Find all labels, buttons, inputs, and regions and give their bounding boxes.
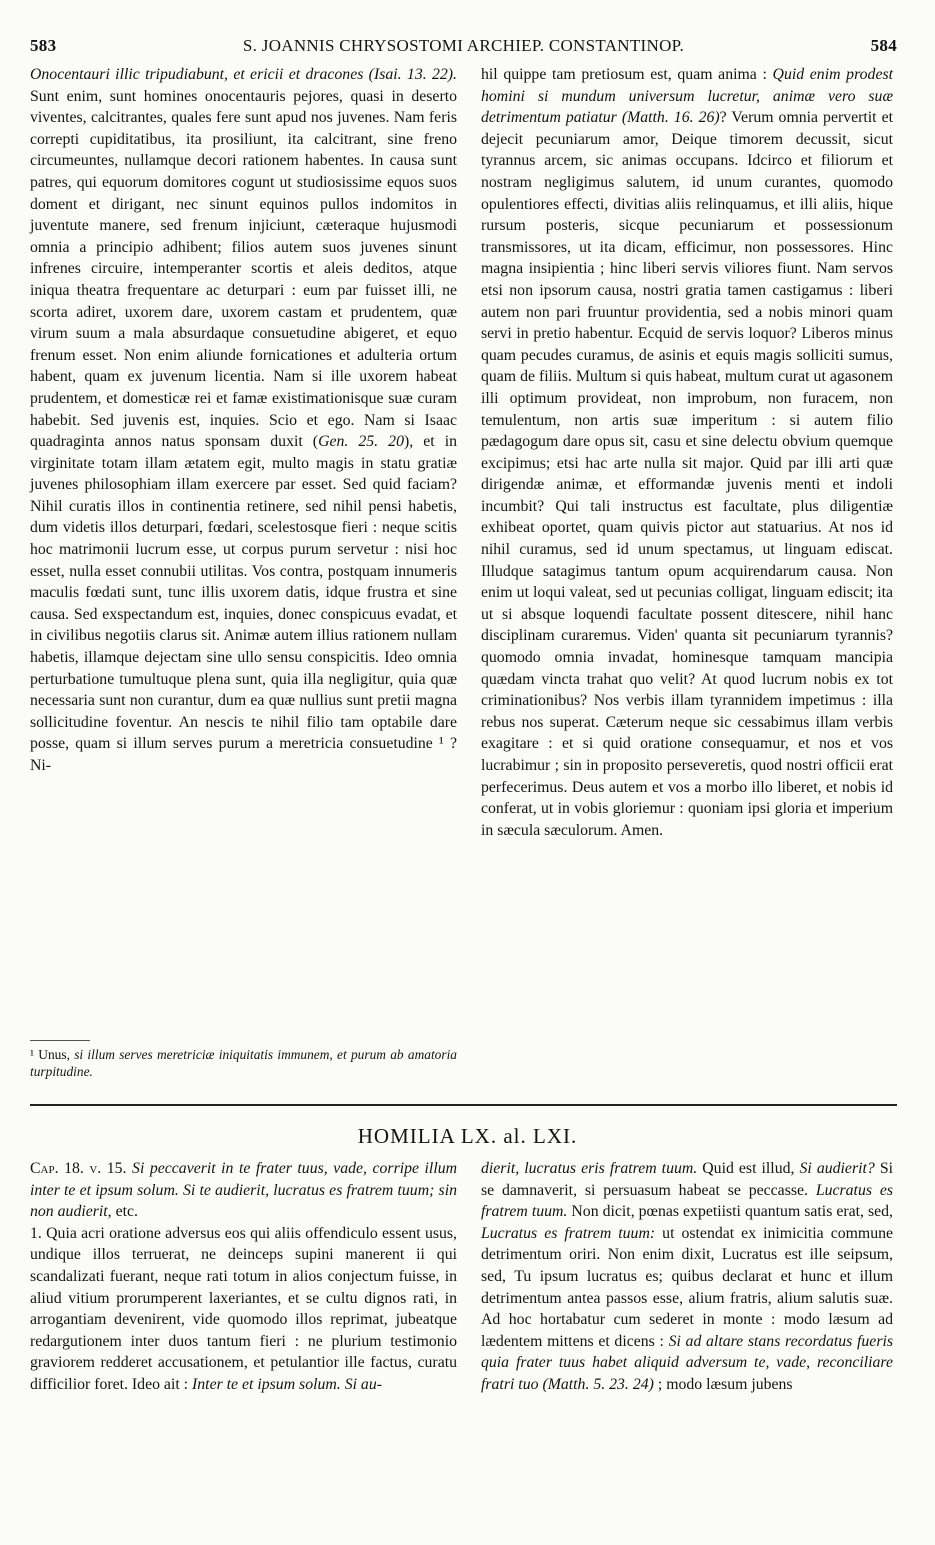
footnote [30,1046,457,1080]
left-column-lower [30,1158,457,1396]
scripture-quote: Si peccaverit in te frater tuus, vade, corripe illum inter te et ipsum solum. Si te audierit, lucratus es fratrem tuum; sin non audierit, [30,1160,458,1221]
body-text: 1. Quia acri oratione adversus eos qui aliis offendiculo essent usus, undique illos terruerat, ne deinceps supini manerent ii qui scandalizati fuerant, neque rati totum in alios conjectum fuisse, in aliud vitium prorumperent laxeriantes, et se cultu dignos rati, in arrogantiam devenirent, vide quomodo illos reprimat, jubeatque redargutionem inter duos tantum fieri : ne plurium testimonio graviorem redderet accusationem, et petulantior ille factus, curatu difficilior foret. Ideo ait : [30,1224,457,1393]
left-column-upper [30,64,457,777]
running-title: S. JOANNIS CHRYSOSTOMI ARCHIEP. CONSTANTINOP. [242,36,685,55]
paragraph [481,64,893,841]
scripture-quote: dierit, lucratus eris fratrem tuum. [481,1160,698,1177]
right-column-upper [481,64,893,841]
body-text: ? Verum omnia pervertit et dejecit pecuniarum amor, Deique timorem decussit, sicut tyrannus arcem, sic animas occupans. Idcirco et filiorum et nostram negligimus salutem, id unum curantes, quomodo opulentiores effecti, divitias aliis relinquamus, et illi aliis, hique rursum posteris, sicque pecuniarum et possessionum transmissores, ut ita dicam, efficimur, non possessores. Hinc magna insipientia ; hinc liberi servis viliores fiunt. Nam servos etsi non ipsorum causa, nostri gratia tamen castigamus : liberi autem non pari fruuntur providentia, sed a nobis minori quam servi in pretio habentur. Ecquid de servis loquor? Liberos minus quam pecudes curamus, de asinis et equis magis solliciti sumus, quam de filiis. Multum si quis habeat, multum curat ut agasonem illi optimum provideat, non improbum, non furacem, non temulentum, non artis suæ imperitum : si autem filio pædagogum dare opus sit, casu et sine delectu obvium quemque excipimus; etsi hac arte nulla sit major. Quid par illi arti quæ dirigendæ animæ, et efformandæ juvenis menti et indoli incumbit? Qui tali instructus est facultate, plus diligentiæ exhibeat oportet, quam quivis pictor aut statuarius. At nos id nihil curamus, sed id unum spectamus, ut linguam ediscat. Illudque satagimus tantum opum acquirendarum causa. Non enim ut loqui valeat, sed ut pecunias colligat, linguam ediscit; ita ut si absque loquendi facultate possent ditescere, nihil hanc disciplinam curaremus. Viden' quanta sit pecuniarum tyrannis? quomodo omnia invadat, hominesque tamquam mancipia quædam vincta trahat quo velit? At quod lucrum nobis ex tot criminationibus? Nos verbis illam tyrannidem impetimus : illa rebus nos superat. Cæterum neque sic cessabimus illam verbis exagitare : et si quid oratione consequamur, et nos et vos lucrabimur ; sin in proposito perseveretis, quod nostri officii erat perfecerimus. Deus autem et vos a morbo illo liberet, et nobis id conferat, ut in vobis gloriemur : quoniam ipsi gloria et imperium in sæcula sæculorum. Amen. [481,109,893,839]
paragraph [30,64,457,777]
page-header [30,36,897,60]
scripture-quote: Quid enim prodest homini si mundum universum lucretur, animæ vero suæ detrimentum patiatur [481,66,893,127]
paragraph [30,1223,457,1396]
scripture-reference: (Matth. 5. 23. 24) [538,1375,654,1393]
scripture-quote: Inter te et ipsum solum. Si au- [192,1375,382,1393]
body-text: Quid est illud, [697,1160,800,1177]
scripture-quote: Si ad altare stans recordatus fueris quia frater tuus habet aliquid adversum te, vade, reconciliare fratri tuo [481,1332,894,1393]
body-text: hil quippe tam pretiosum est, quam anima : [481,66,773,83]
scripture-quote: Lucratus es fratrem tuum: [481,1224,656,1242]
body-text: ut ostendat ex inimicitia commune detrimentum oriri. Non enim dixit, Lucratus est ille seipsum, sed, Tu ipsum lucratus es; quibus declarat et hunc et illum detrimentum antea passos esse, alium fratris, alium salutis suæ. Ad hoc hortabatur cum sederet in monte : modo læsum ad lædentem mittens et dicens : [481,1224,894,1350]
section-divider [30,1104,897,1106]
body-text: Sunt enim, sunt homines onocentauris pejores, quasi in deserto viventes, calcitrantes, quales fere sunt apud nos juvenes. Nam feris correpti cupiditatibus, ita prosiliunt, ita calcitrant, sine freno circumeuntes, nullamque decori rationem habentes. In causa sunt patres, qui equorum domitores cogunt ut studiosissime equos suos doment et dirigant, nec sinunt equinos pullos indomitos in juventute manere, sed frenum injiciunt, cæteraque hujusmodi omnia a principio adhibent; filios autem suos juvenes sinunt infrenes circuire, intemperanter scortis et aleis deditos, atque iniqua theatra frequentare ac deturpari : eum par fuisset illi, ne scorta adiret, uxorem dare, uxorem castam et prudentem, quæ virum suum a mala absurdaque consuetudine abigeret, et equo frenum esset. Non enim aliunde fornicationes et adulteria ortum habent, quam ex juvenum licentia. Nam si ille uxorem habeat prudentem, et domesticæ rei et famæ existimationisque suæ curam habebit. Sed juvenis est, inquies. Scio et ego. Nam si Isaac quadraginta annos natus sponsam duxit ( [30,87,457,451]
page-number-left: 583 [30,36,57,55]
paragraph [481,1158,893,1396]
scripture-quote: Lucratus es fratrem tuum. [481,1181,893,1221]
footnote-rule [30,1040,90,1041]
body-text: ; modo læsum jubens [653,1375,793,1393]
footnote-text: si illum serves meretriciæ iniquitatis immunem, et purum ab amatoria turpitudine. [30,1047,457,1079]
scripture-quote: Onocentauri illic tripudiabunt, et ericii et dracones (Isai. 13. 22). [30,66,457,83]
scripture-reference: Gen. 25. 20 [318,433,404,451]
footnote-mark: ¹ [30,1047,35,1062]
page-number-right: 584 [870,36,897,55]
homily-heading: HOMILIA LX. al. LXI. [357,1124,578,1148]
scripture-reference: (Matth. 16. 26) [616,109,720,127]
body-text: Si se damnaverit, si persuasum habeat se peccasse. [481,1160,893,1199]
scripture-quote: Si audierit? [799,1160,875,1177]
chapter-verse-paragraph [30,1158,457,1223]
right-column-lower [481,1158,893,1396]
body-text: ), et in virginitate totam illam ætatem egit, multo magis in statu gratiæ juvenes philosophiam illam exercere par esset. Sed quid faciam? Nihil curatis illos in continentia retinere, sed nihil pensi habetis, dum videtis illos deturpari, fœdari, scelestosque fieri : neque scitis hoc matrimonii lucrum esse, ut corpus purum servetur : nisi hoc esset, nulla esset connubii utilitas. Vos contra, postquam innumeris maculis fœdati sunt, tunc illis uxorem datis, idque frustra et sine causa. Sed exspectandum est, inquies, donec conspicuus evadat, et in civilibus negotiis clarus sit. Animæ autem illius rationem nullam habetis, illamque dejectam sine ullo sensu conspicitis. Ideo omnia perturbatione tumultuque plena sunt, quia illa negligitur, quia quæ necessaria sunt non curantur, dum ea quæ nullius sunt pretii magna sollicitudine foventur. An nescis te nihil filio tam optabile dare posse, quam si illum serves purum a meretricia consuetudine ¹ ? Ni- [30,433,457,774]
chapter-verse-label: Cap. 18. v. 15. [30,1160,127,1177]
footnote-lead: Unus, [34,1047,75,1062]
etc-text: etc. [111,1203,138,1221]
body-text: Non dicit, pœnas expetiisti quantum satis erat, sed, [567,1203,894,1221]
